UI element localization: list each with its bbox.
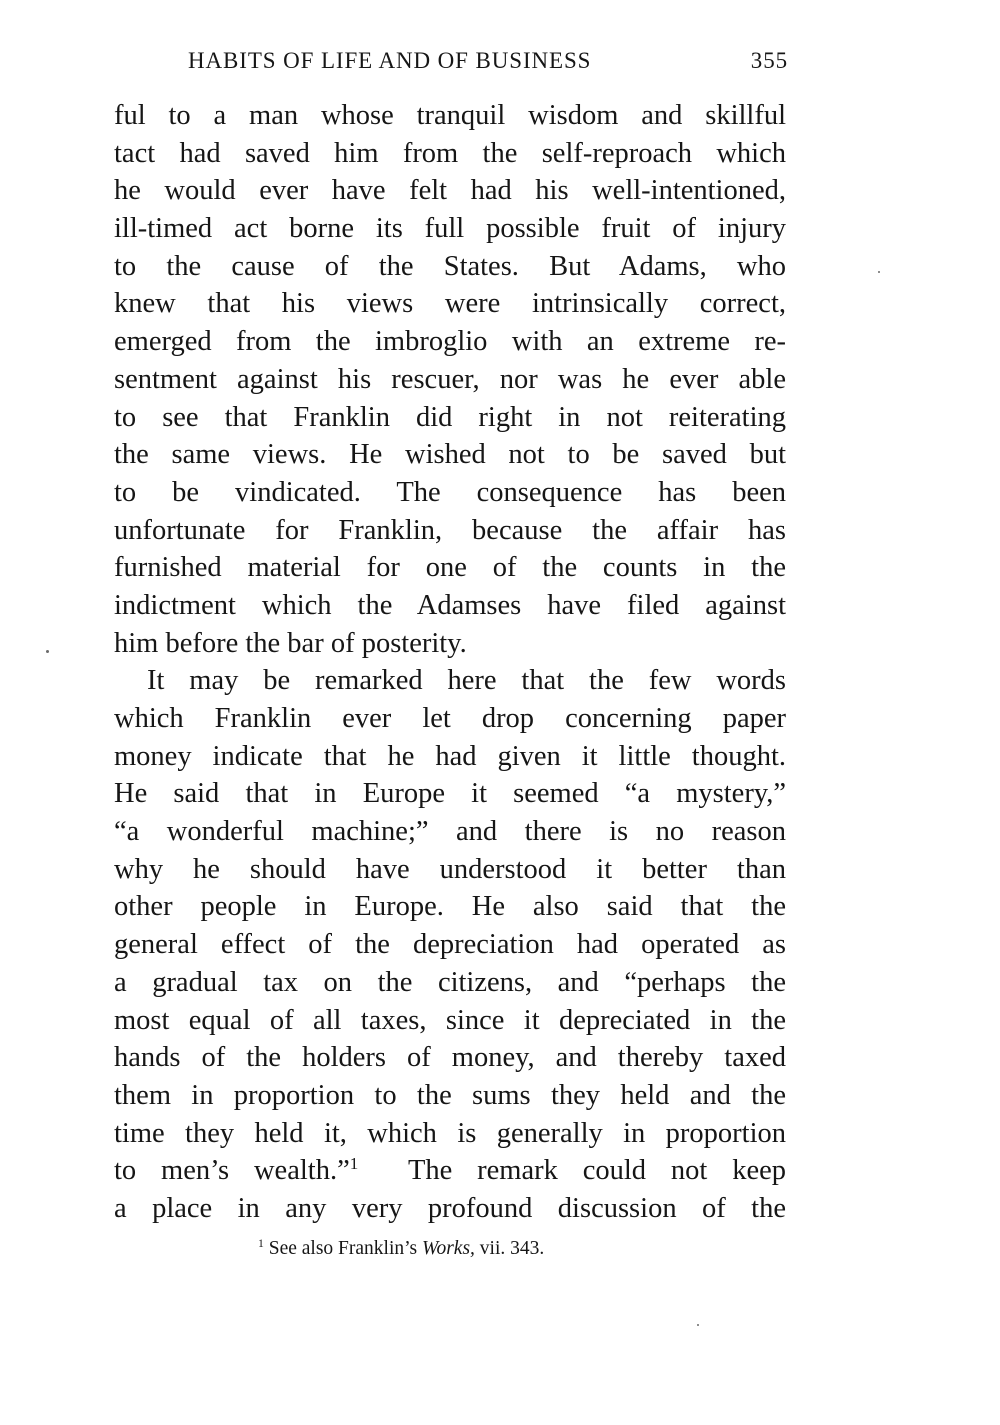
text-line: hands of the holders of money, and thereby taxed <box>114 1042 786 1074</box>
text-line: other people in Europe. He also said that the <box>114 891 786 923</box>
text-line: a place in any very profound discussion of the <box>114 1192 786 1224</box>
text-line: furnished material for one of the counts in the <box>114 552 786 584</box>
text-line: unfortunate for Franklin, because the affair has <box>114 514 786 546</box>
text-line: he would ever have felt had his well-intentioned, <box>114 175 786 207</box>
text-line: to the cause of the States. But Adams, who <box>114 250 786 282</box>
text-line: ful to a man whose tranquil wisdom and skillful <box>114 100 786 131</box>
text-line: general effect of the depreciation had operated as <box>114 929 786 961</box>
body-text <box>114 97 786 1228</box>
running-head-title: HABITS OF LIFE AND OF BUSINESS <box>188 48 592 73</box>
footnote-text: See also Franklin’s <box>268 1238 422 1259</box>
text-line: the same views. He wished not to be saved but <box>114 439 786 471</box>
text-line: most equal of all taxes, since it depreciated in the <box>114 1004 786 1036</box>
text-line: tact had saved him from the self-reproach which <box>114 137 786 169</box>
footnote-marker: 1 <box>258 1236 264 1250</box>
text-segment: The remark could not keep <box>408 1155 786 1187</box>
scan-speck <box>878 271 880 273</box>
text-line: sentment against his rescuer, nor was he ever able <box>114 363 786 395</box>
footnote-italic-text: Works, <box>422 1238 475 1259</box>
footnote-text-end: vii. 343. <box>474 1238 545 1259</box>
text-line: to be vindicated. The consequence has been <box>114 476 786 508</box>
text-line: him before the bar of posterity. <box>114 627 467 659</box>
text-line: emerged from the imbroglio with an extreme re- <box>114 326 786 358</box>
paragraph-2 <box>114 662 786 1227</box>
text-line: money indicate that he had given it little thought. <box>114 740 786 772</box>
text-line: a gradual tax on the citizens, and “perhaps the <box>114 966 786 998</box>
text-line: “a wonderful machine;” and there is no reason <box>114 816 786 848</box>
text-line: It may be remarked here that the few words <box>147 665 786 697</box>
paragraph-1 <box>114 97 786 662</box>
running-head <box>188 44 788 78</box>
text-line-with-footnote-ref <box>114 1152 786 1190</box>
text-line: which Franklin ever let drop concerning paper <box>114 703 786 734</box>
text-line: time they held it, which is generally in proportion <box>114 1117 786 1149</box>
text-line: to see that Franklin did right in not reiterating <box>114 401 786 433</box>
scan-speck <box>697 1324 699 1326</box>
text-segment: to men’s wealth.” <box>114 1155 350 1187</box>
text-line: indictment which the Adamses have filed against <box>114 589 786 621</box>
text-line: ill-timed act borne its full possible fruit of injury <box>114 213 786 245</box>
text-line: them in proportion to the sums they held and the <box>114 1079 786 1111</box>
text-line: He said that in Europe it seemed “a mystery,” <box>114 778 786 810</box>
text-line: knew that his views were intrinsically correct, <box>114 288 786 320</box>
scan-speck <box>46 650 49 653</box>
page-number: 355 <box>750 48 788 73</box>
footnote-reference: 1 <box>349 1154 359 1173</box>
text-line: why he should have understood it better than <box>114 853 786 885</box>
footnote <box>0 1235 1000 1263</box>
